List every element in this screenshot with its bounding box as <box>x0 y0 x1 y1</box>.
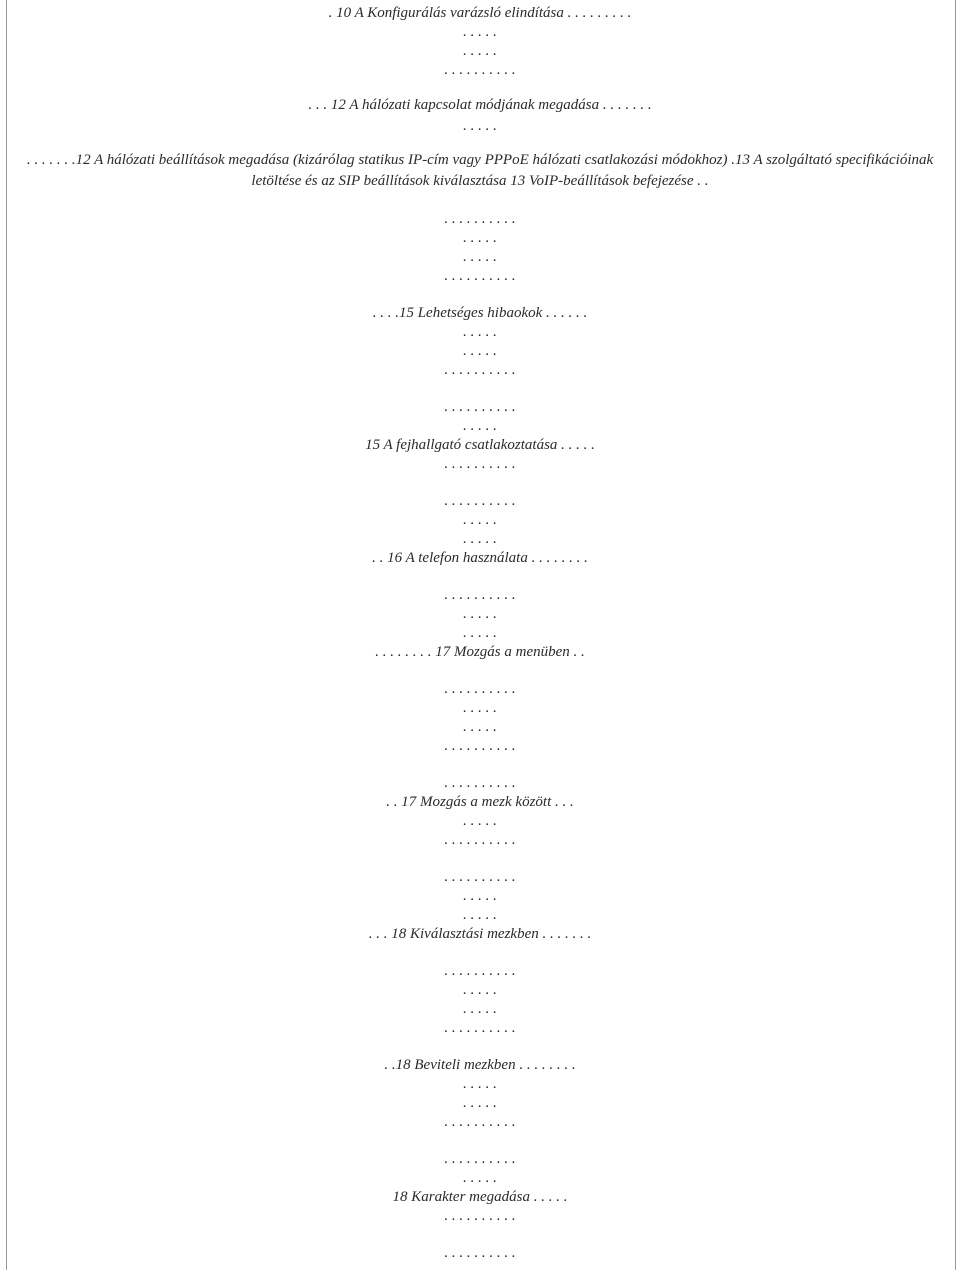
toc-dot-leader: . . . . . <box>463 982 497 998</box>
toc-dot-leader: . . . . . <box>463 418 497 434</box>
toc-dot-leader: . . . . . <box>463 719 497 735</box>
toc-entry-character-entry: 18 Karakter megadása . . . . . <box>392 1189 568 1205</box>
toc-dot-leader: . . . . . <box>463 606 497 622</box>
toc-dot-leader: . . . . . . . . . . <box>444 869 516 885</box>
toc-dot-leader: . . . . . <box>463 813 497 829</box>
toc-dot-leader: . . . . . . . . . . <box>444 681 516 697</box>
toc-entry-configuration-wizard: . 10 A Konfigurálás varázsló elindítása . . . . . . . . . <box>328 5 632 21</box>
toc-dot-leader: . . . . . <box>463 1095 497 1111</box>
toc-dot-leader: . . . . . . . . . . <box>444 587 516 603</box>
toc-entry-network-connection-mode: . . . 12 A hálózati kapcsolat módjának megadása . . . . . . . <box>308 97 652 113</box>
toc-dot-leader: . . . . . . . . . . <box>444 362 516 378</box>
toc-dot-leader: . . . . . <box>463 118 497 134</box>
toc-dot-leader: . . . . . . . . . . <box>444 832 516 848</box>
toc-dot-leader: . . . . . <box>463 1170 497 1186</box>
toc-dot-leader: . . . . . <box>463 324 497 340</box>
toc-dot-leader: . . . . . <box>463 512 497 528</box>
toc-dot-leader: . . . . . . . . . . <box>444 268 516 284</box>
toc-dot-leader: . . . . . . . . . . <box>444 1245 516 1261</box>
toc-dot-leader: . . . . . . . . . . <box>444 493 516 509</box>
toc-dot-leader: . . . . . . . . . . <box>444 399 516 415</box>
toc-dot-leader: . . . . . . . . . . <box>444 738 516 754</box>
toc-dot-leader: . . . . . . . . . . <box>444 963 516 979</box>
toc-entry-possible-errors: . . . .15 Lehetséges hibaokok . . . . . . <box>372 305 588 321</box>
toc-entry-input-fields: . .18 Beviteli mezkben . . . . . . . . <box>384 1057 576 1073</box>
toc-dot-leader: . . . . . . . . . . <box>444 1114 516 1130</box>
toc-dot-leader: . . . . . <box>463 1076 497 1092</box>
toc-dot-leader: . . . . . . . . . . <box>444 1151 516 1167</box>
toc-entry-field-navigation: . . 17 Mozgás a mezk között . . . <box>386 794 574 810</box>
toc-dot-leader: . . . . . <box>463 1001 497 1017</box>
toc-dot-leader: . . . . . . . . . . <box>444 456 516 472</box>
toc-dot-leader: . . . . . <box>463 888 497 904</box>
toc-dot-leader: . . . . . <box>463 700 497 716</box>
toc-dot-leader: . . . . . <box>463 43 497 59</box>
toc-entry-network-settings: . . . . . . .12 A hálózati beállítások megadása (kizárólag statikus IP-cím vagy PPPoE hálózati csatlakozási módokhoz) .13 A szolgáltató specifikációinak letöltése és az SIP beállítások kiválasztása 13 VoIP-beállítások befejezése . . <box>26 152 934 189</box>
toc-dot-leader: . . . . . . . . . . <box>444 1020 516 1036</box>
toc-entry-headset-connection: 15 A fejhallgató csatlakoztatása . . . . . <box>365 437 595 453</box>
toc-dot-leader: . . . . . <box>463 24 497 40</box>
toc-dot-leader: . . . . . . . . . . <box>444 62 516 78</box>
toc-entry-selection-fields: . . . 18 Kiválasztási mezkben . . . . . . . <box>368 926 592 942</box>
toc-dot-leader: . . . . . . . . . . <box>444 1208 516 1224</box>
toc-dot-leader: . . . . . <box>463 907 497 923</box>
toc-dot-leader: . . . . . . . . . . <box>444 211 516 227</box>
toc-entry-menu-navigation: . . . . . . . . 17 Mozgás a menüben . . <box>375 644 585 660</box>
toc-dot-leader: . . . . . <box>463 343 497 359</box>
toc-dot-leader: . . . . . <box>463 625 497 641</box>
toc-dot-leader: . . . . . . . . . . <box>444 775 516 791</box>
toc-dot-leader: . . . . . <box>463 531 497 547</box>
toc-dot-leader: . . . . . <box>463 230 497 246</box>
toc-entry-using-phone: . . 16 A telefon használata . . . . . . . . <box>372 550 588 566</box>
toc-dot-leader: . . . . . <box>463 249 497 265</box>
